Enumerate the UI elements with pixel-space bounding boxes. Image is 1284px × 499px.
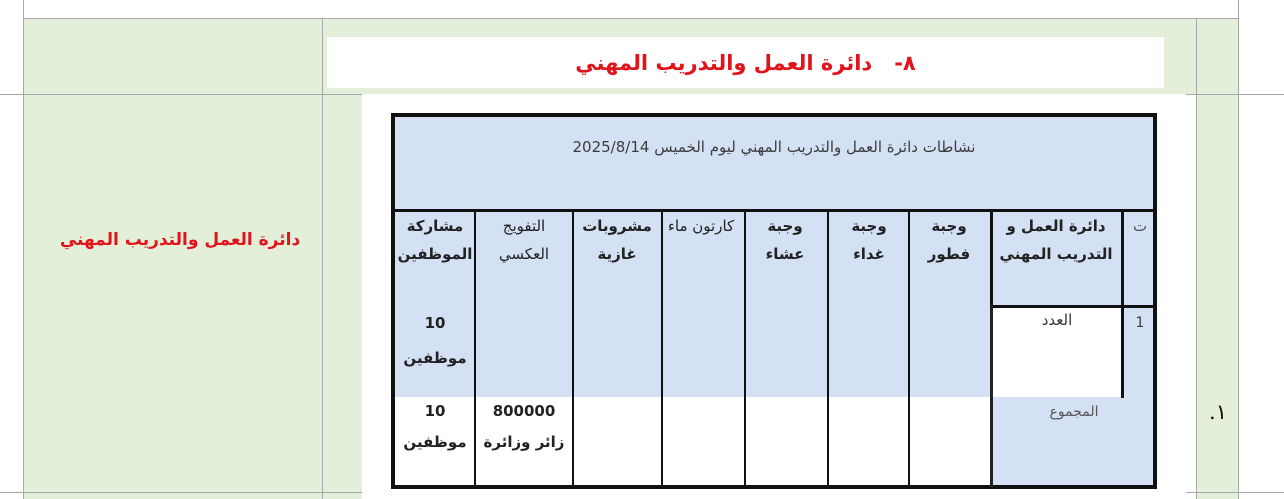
- table-border: [391, 113, 1157, 117]
- table-caption: نشاطات دائرة العمل والتدريب المهني ليوم الخميس 2025/8/14: [572, 138, 976, 156]
- row2-reverse-convoy-unit: زائر وزائرة: [483, 433, 565, 451]
- header-department: دائرة العمل و التدريب المهني: [999, 217, 1113, 263]
- table-border: [1153, 113, 1157, 489]
- header-staff: مشاركة الموظفين: [397, 217, 473, 263]
- row2-label: المجموع: [1049, 404, 1099, 420]
- table-gridline: [1121, 210, 1124, 398]
- section-title-text: دائرة العمل والتدريب المهني: [575, 50, 873, 75]
- row2-staff-unit: موظفين: [403, 433, 467, 451]
- header-index: ت: [1132, 217, 1148, 235]
- side-label: دائرة العمل والتدريب المهني: [59, 230, 301, 250]
- table-gridline: [827, 210, 829, 487]
- row2-reverse-convoy: 800000: [492, 402, 556, 420]
- header-dinner: وجبة عشاء: [765, 217, 805, 263]
- header-soft-drinks: مشروبات غازية: [582, 217, 652, 263]
- caption-band: [393, 115, 1155, 210]
- section-number: ٨-: [894, 50, 916, 75]
- table-gridline: [393, 209, 1155, 212]
- row2-staff-count: 10: [424, 402, 446, 420]
- table-border: [391, 485, 1157, 489]
- table-border: [391, 113, 395, 489]
- table-gridline: [990, 305, 993, 487]
- table-gridline: [992, 305, 1155, 308]
- row1-index: 1: [1135, 315, 1145, 331]
- header-reverse-convoy: التفويج العكسي: [498, 217, 550, 263]
- row1-staff-unit: موظفين: [403, 349, 467, 367]
- row1-staff-count: 10: [424, 314, 446, 332]
- table-gridline: [661, 210, 663, 487]
- row1-label: العدد: [1041, 311, 1073, 329]
- header-lunch: وجبة غداء: [851, 217, 887, 263]
- row-number: .١: [1209, 400, 1227, 424]
- table-gridline: [572, 210, 574, 487]
- data-band: [393, 305, 992, 397]
- header-water: كارتون ماء: [667, 217, 735, 235]
- table-gridline: [474, 210, 476, 487]
- table-gridline: [744, 210, 746, 487]
- table-gridline: [990, 210, 993, 306]
- header-breakfast: وجبة فطور: [927, 217, 971, 263]
- table-gridline: [908, 210, 910, 487]
